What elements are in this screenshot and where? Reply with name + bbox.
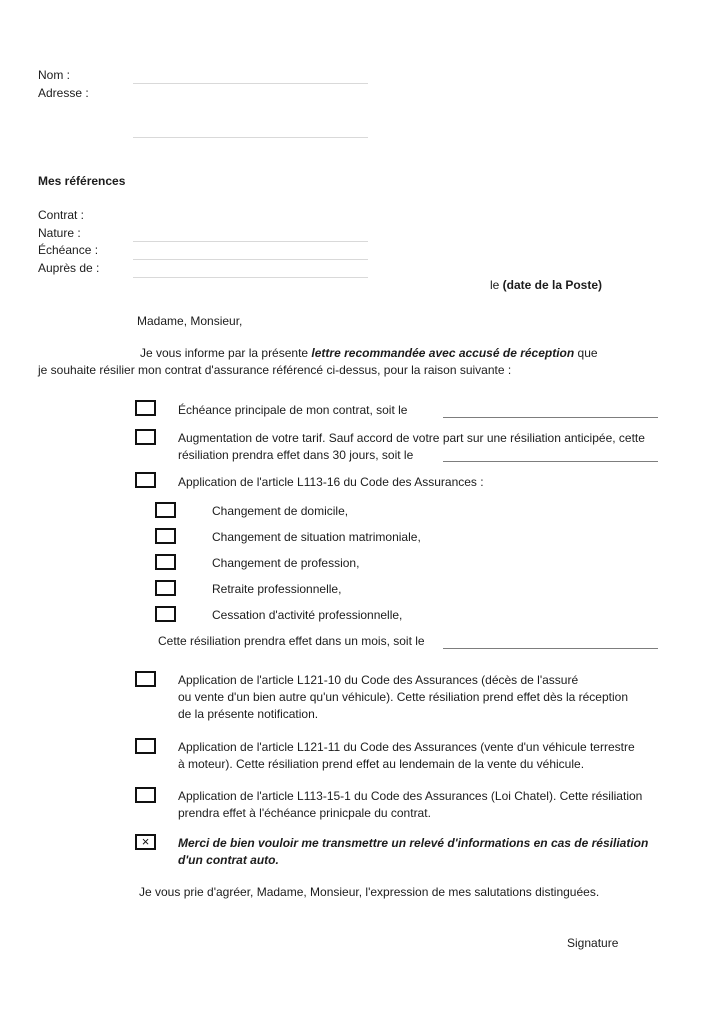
salutation: Madame, Monsieur, (137, 314, 243, 328)
aupres-de-field-line[interactable] (133, 277, 368, 278)
references-title: Mes références (38, 174, 126, 188)
checkbox-changement-domicile[interactable] (155, 502, 176, 518)
one-month-note: Cette résiliation prendra effet dans un mois, soit le (158, 634, 425, 648)
option-releve-informations-label-line1: Merci de bien vouloir me transmettre un relevé d'informations en cas de résiliation (178, 836, 649, 850)
un-mois-date-fill-line[interactable] (443, 648, 658, 649)
option-article-l121-10-label-line1: Application de l'article L121-10 du Code des Assurances (décès de l'assuré (178, 673, 579, 687)
option-article-l113-15-1-label-line1: Application de l'article L113-15-1 du Code des Assurances (Loi Chatel). Cette résiliation (178, 789, 643, 803)
sub-option-situation-matrimoniale-label: Changement de situation matrimoniale, (212, 530, 421, 544)
intro-line-1 (140, 346, 598, 360)
checkbox-article-l121-10[interactable] (135, 671, 156, 687)
option-article-l113-15-1-label-line2: prendra effet à l'échéance prinicpale du contrat. (178, 806, 431, 820)
checkbox-article-l113-16[interactable] (135, 472, 156, 488)
echeance-label: Échéance : (38, 243, 99, 257)
option-article-l121-11-label-line2: à moteur). Cette résiliation prend effet au lendemain de la vente du véhicule. (178, 757, 585, 771)
option-augmentation-label-line2: résiliation prendra effet dans 30 jours, soit le (178, 448, 414, 462)
checkbox-releve-informations[interactable] (135, 834, 156, 850)
sub-option-profession-label: Changement de profession, (212, 556, 360, 570)
checkbox-article-l113-15-1[interactable] (135, 787, 156, 803)
checkbox-echeance-principale[interactable] (135, 400, 156, 416)
intro-line1-post: que (574, 346, 598, 360)
checkbox-cessation-activite[interactable] (155, 606, 176, 622)
option-article-l121-10-label-line3: de la présente notification. (178, 707, 319, 721)
sub-option-retraite-label: Retraite professionnelle, (212, 582, 342, 596)
option-echeance-principale-label: Échéance principale de mon contrat, soit le (178, 403, 408, 417)
contrat-label: Contrat : (38, 208, 85, 222)
signature-label: Signature (567, 936, 619, 950)
aupres-de-label: Auprès de : (38, 261, 100, 275)
nature-label: Nature : (38, 226, 81, 240)
checkbox-article-l121-11[interactable] (135, 738, 156, 754)
nom-label: Nom : (38, 68, 71, 82)
nature-field-line[interactable] (133, 241, 368, 242)
sub-option-domicile-label: Changement de domicile, (212, 504, 349, 518)
trente-jours-date-fill-line[interactable] (443, 461, 658, 462)
intro-line1-pre: Je vous informe par la présente (140, 346, 312, 360)
adresse-label: Adresse : (38, 86, 89, 100)
check-mark: × (141, 834, 150, 849)
checkbox-changement-situation-matrimoniale[interactable] (155, 528, 176, 544)
checkbox-changement-profession[interactable] (155, 554, 176, 570)
option-releve-informations-label-line2: d'un contrat auto. (178, 853, 279, 867)
option-article-l121-11-label-line1: Application de l'article L121-11 du Code des Assurances (vente d'un véhicule terrestre (178, 740, 635, 754)
option-article-l121-10-label-line2: ou vente d'un bien autre qu'un véhicule). Cette résiliation prend effet dès la réception (178, 690, 628, 704)
intro-line-2: je souhaite résilier mon contrat d'assurance référencé ci-dessus, pour la raison suivante : (38, 363, 512, 377)
intro-line1-emphasis: lettre recommandée avec accusé de réception (311, 346, 575, 360)
date-prefix: le (489, 278, 503, 292)
closing-line: Je vous prie d'agréer, Madame, Monsieur, l'expression de mes salutations distinguées. (139, 885, 600, 899)
nom-field-line[interactable] (133, 83, 368, 84)
checkbox-augmentation-tarif[interactable] (135, 429, 156, 445)
adresse-field-line[interactable] (133, 137, 368, 138)
option-article-l113-16-label: Application de l'article L113-16 du Code des Assurances : (178, 475, 484, 489)
option-augmentation-label-line1: Augmentation de votre tarif. Sauf accord de votre part sur une résiliation anticipée, cette (178, 431, 645, 445)
date-placeholder: (date de la Poste) (502, 278, 602, 292)
checkbox-retraite-professionnelle[interactable] (155, 580, 176, 596)
sub-option-cessation-label: Cessation d'activité professionnelle, (212, 608, 403, 622)
echeance-field-line[interactable] (133, 259, 368, 260)
date-line (400, 278, 602, 292)
echeance-date-fill-line[interactable] (443, 417, 658, 418)
